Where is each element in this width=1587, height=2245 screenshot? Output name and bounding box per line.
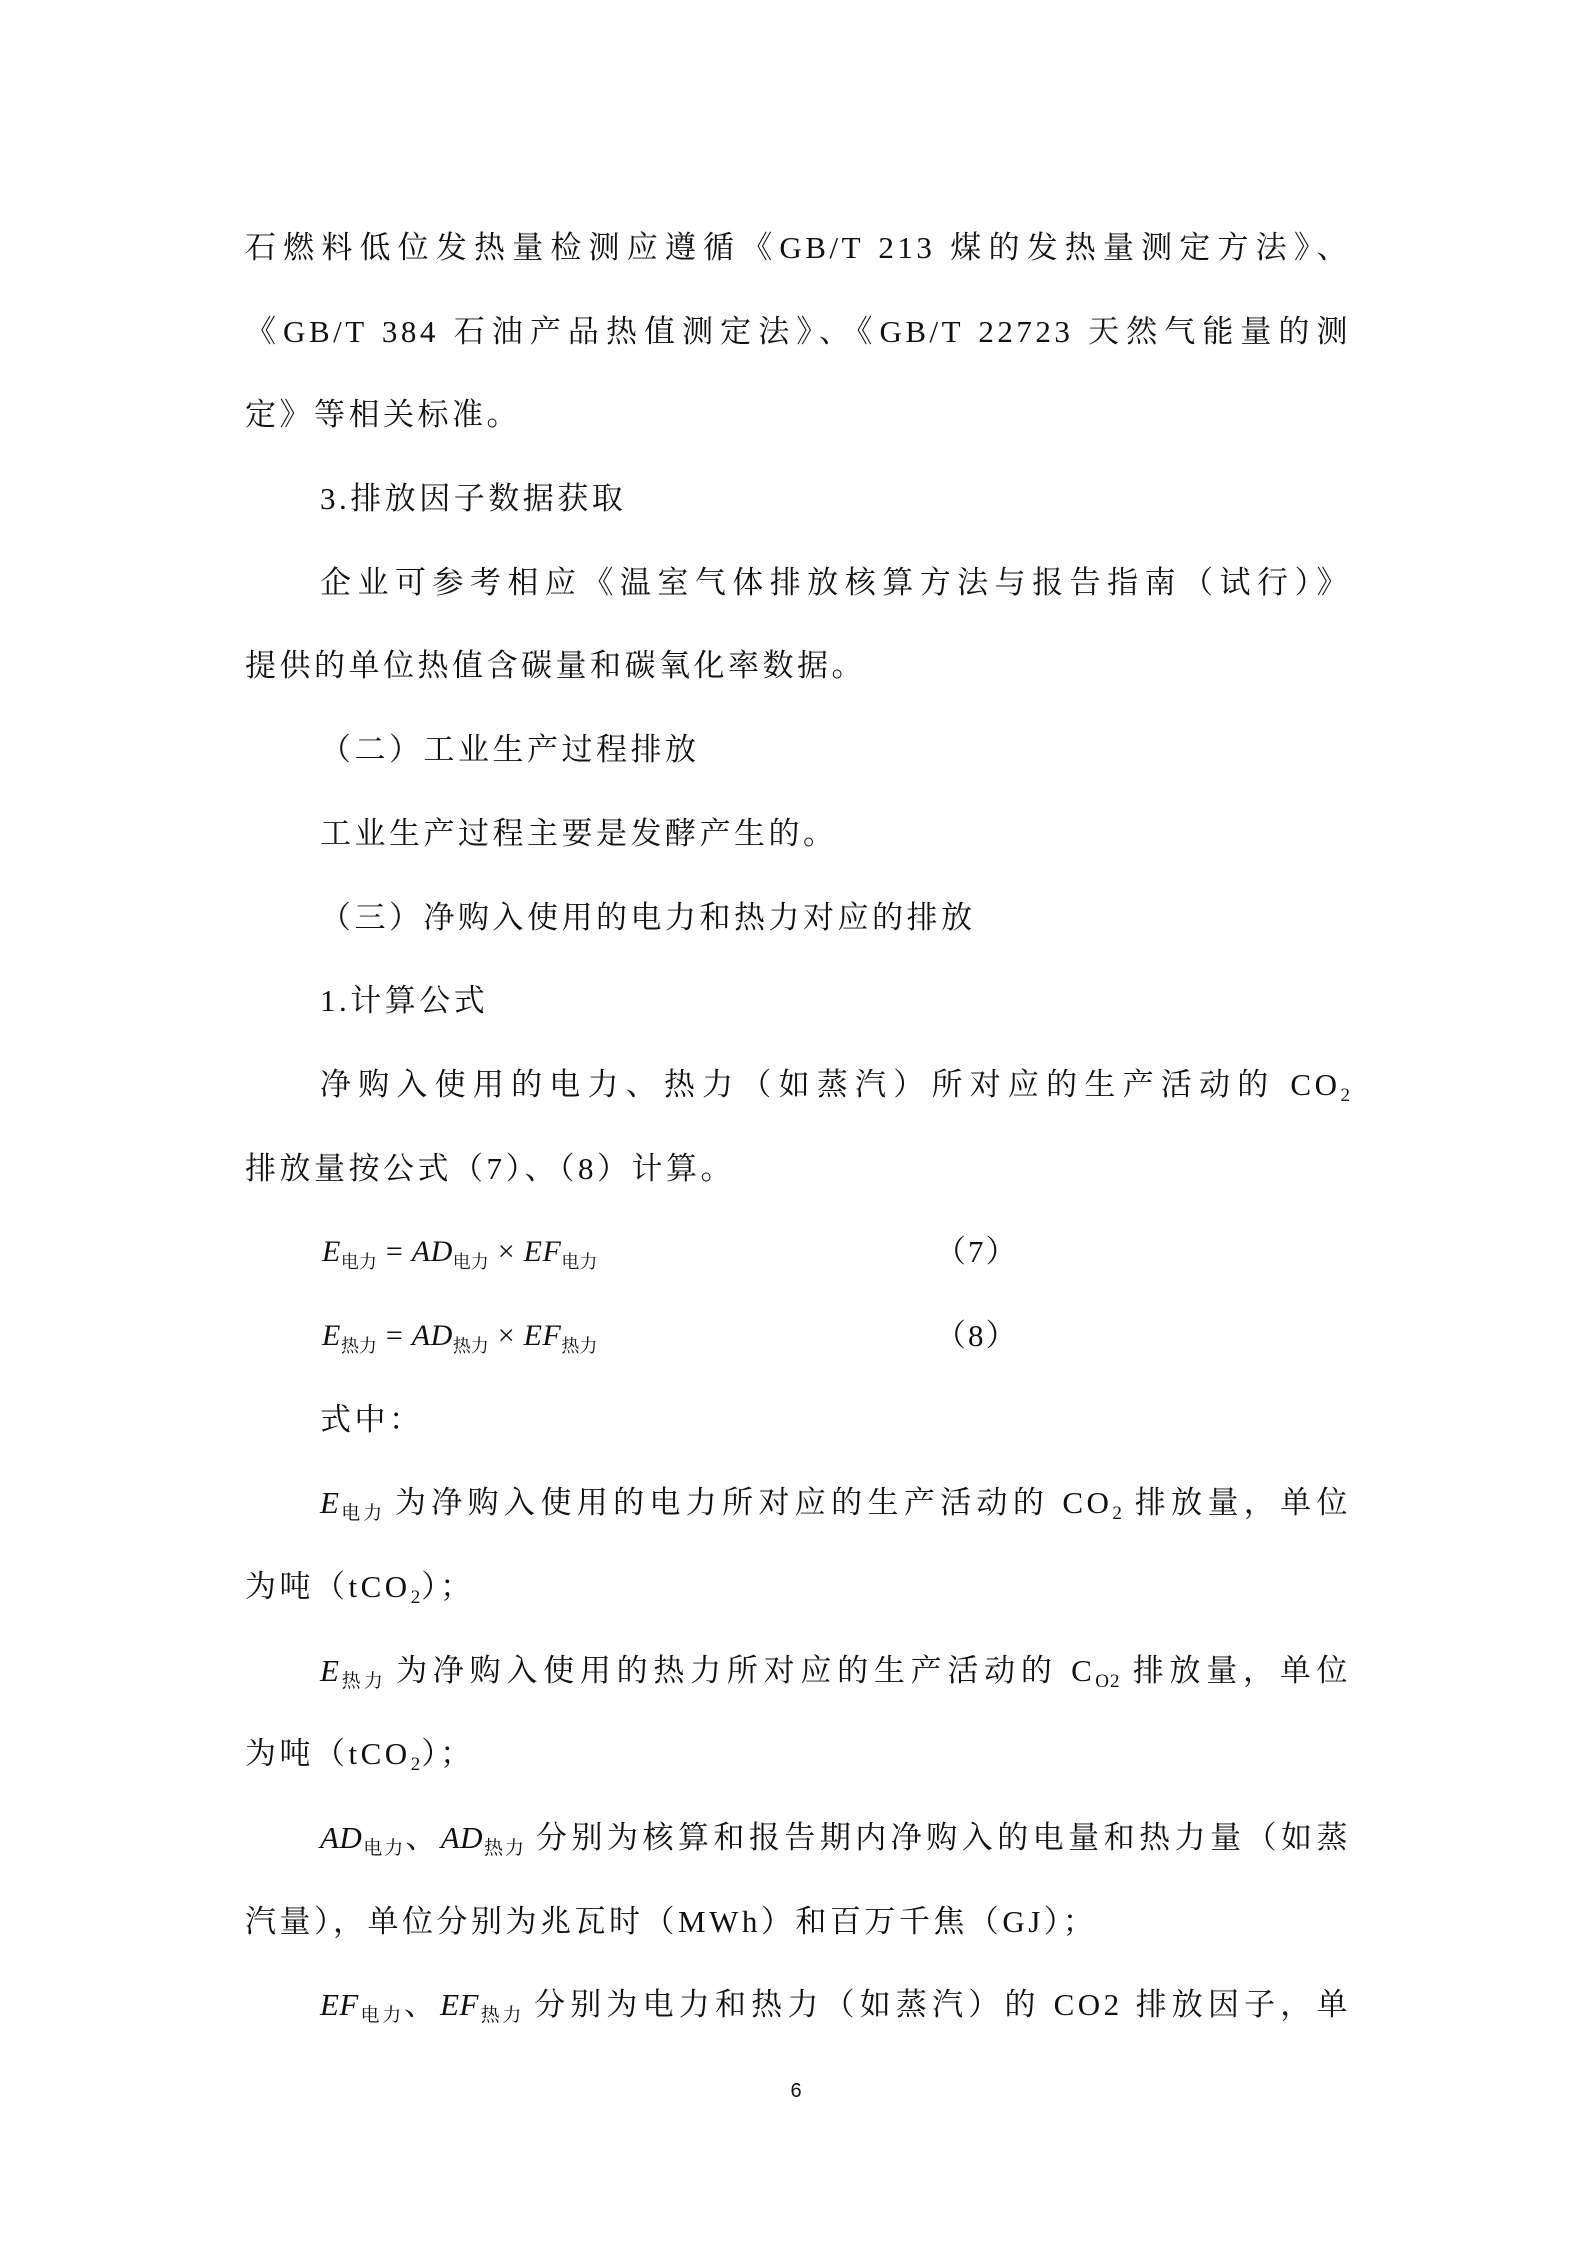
co2-subscript: 2 xyxy=(410,1754,422,1776)
page-body xyxy=(245,206,1351,2047)
definition-text: 分别为核算和报告期内净购入的电量和热力量（如蒸 xyxy=(536,1820,1351,1856)
definition-symbol-subscript: 电力 xyxy=(339,1503,385,1525)
formula-emission-symbol: E xyxy=(322,1235,341,1269)
definition-separator: 、 xyxy=(403,1987,441,2023)
formula-emission-symbol: E xyxy=(322,1318,341,1352)
formula-8 xyxy=(245,1294,1351,1378)
formula-number: （7） xyxy=(935,1234,1019,1270)
formula-emission-subscript: 热力 xyxy=(340,1335,377,1356)
definition-activity-data xyxy=(245,1796,1351,1880)
co2-subscript: 2 xyxy=(1112,1503,1123,1525)
definition-symbol-b: AD xyxy=(440,1820,484,1856)
formula-activity-symbol: AD xyxy=(411,1235,453,1269)
formula-equals: = xyxy=(385,1235,403,1269)
formula-factor-subscript: 热力 xyxy=(561,1335,598,1356)
formula-times: × xyxy=(497,1318,515,1352)
definition-electricity-emission xyxy=(245,1461,1351,1545)
definition-symbol-a-subscript: 电力 xyxy=(358,2005,404,2027)
definition-text: 分别为电力和热力（如蒸汽）的 CO2 排放因子，单 xyxy=(534,1987,1351,2023)
co2-subscript: 2 xyxy=(1340,1084,1351,1106)
fuel-standards-line-3: 定》等相关标准。 xyxy=(245,397,521,433)
formula-times: × xyxy=(497,1235,515,1269)
definition-symbol-a: EF xyxy=(320,1987,359,2023)
formula-activity-subscript: 热力 xyxy=(452,1335,489,1356)
purchased-energy-heading: （三）净购入使用的电力和热力对应的排放 xyxy=(320,899,976,935)
definition-electricity-unit xyxy=(245,1545,1351,1629)
definition-text: 为净购入使用的热力所对应的生产活动的 C xyxy=(396,1652,1096,1688)
industrial-process-text: 工业生产过程主要是发酵产生的。 xyxy=(320,815,838,851)
definition-text: 为净购入使用的电力所对应的生产活动的 CO xyxy=(394,1485,1113,1521)
formula-7 xyxy=(245,1210,1351,1294)
definition-symbol: E xyxy=(320,1652,340,1688)
definition-symbol-a-subscript: 电力 xyxy=(362,1838,406,1860)
formula-activity-subscript: 电力 xyxy=(452,1252,489,1273)
fuel-standards-line-2: 《GB/T 384 石油产品热值测定法》、《GB/T 22723 天然气能量的测 xyxy=(245,313,1351,349)
definition-symbol-b-subscript: 热力 xyxy=(479,2005,525,2027)
emission-factor-line-1: 企业可参考相应《温室气体排放核算方法与报告指南（试行）》 xyxy=(320,564,1351,600)
emission-factor-heading: 3.排放因子数据获取 xyxy=(320,481,627,517)
formula-subheading: 1.计算公式 xyxy=(320,983,489,1019)
definition-symbol-a: AD xyxy=(320,1820,363,1856)
emission-factor-line-2: 提供的单位热值含碳量和碳氧化率数据。 xyxy=(245,648,866,684)
unit-text: 为吨（tCO xyxy=(245,1736,411,1772)
formula-factor-symbol: EF xyxy=(523,1235,562,1269)
unit-text-end: ）； xyxy=(421,1569,475,1604)
fuel-standards-line-1: 石燃料低位发热量检测应遵循《GB/T 213 煤的发热量测定方法》、 xyxy=(245,230,1351,265)
definition-emission-factor xyxy=(245,1963,1351,2047)
where-label: 式中： xyxy=(320,1401,424,1437)
formula-number: （8） xyxy=(935,1317,1019,1353)
definition-heat-unit xyxy=(245,1712,1351,1796)
definition-symbol-subscript: 热力 xyxy=(339,1670,387,1692)
definition-symbol: E xyxy=(320,1485,340,1521)
purchased-energy-intro-line-2: 排放量按公式（7）、（8）计算。 xyxy=(245,1150,735,1186)
definition-symbol-b-subscript: 热力 xyxy=(483,1838,527,1860)
formula-activity-symbol: AD xyxy=(411,1318,453,1352)
definition-heat-emission xyxy=(245,1629,1351,1713)
unit-text: 为吨（tCO xyxy=(245,1569,411,1604)
formula-factor-subscript: 电力 xyxy=(561,1252,598,1273)
formula-factor-symbol: EF xyxy=(523,1318,562,1352)
formula-emission-subscript: 电力 xyxy=(340,1252,377,1273)
definition-symbol-b: EF xyxy=(440,1987,479,2023)
co2-subscript: 2 xyxy=(410,1587,422,1608)
co2-subscript: O2 xyxy=(1095,1670,1121,1692)
definition-text-tail: 排放量，单位 xyxy=(1132,1485,1351,1521)
intro-text: 净购入使用的电力、热力（如蒸汽）所对应的生产活动的 CO xyxy=(320,1066,1341,1102)
unit-text-end: ）； xyxy=(421,1736,475,1772)
industrial-process-heading: （二）工业生产过程排放 xyxy=(320,732,700,768)
definition-text-tail: 排放量，单位 xyxy=(1130,1652,1351,1688)
definition-separator: 、 xyxy=(405,1820,441,1856)
page-number: 6 xyxy=(790,2080,802,2102)
definition-activity-data-line-2: 汽量），单位分别为兆瓦时（MWh）和百万千焦（GJ）； xyxy=(245,1903,1098,1939)
formula-equals: = xyxy=(385,1318,403,1352)
purchased-energy-intro-line-1 xyxy=(245,1043,1351,1127)
